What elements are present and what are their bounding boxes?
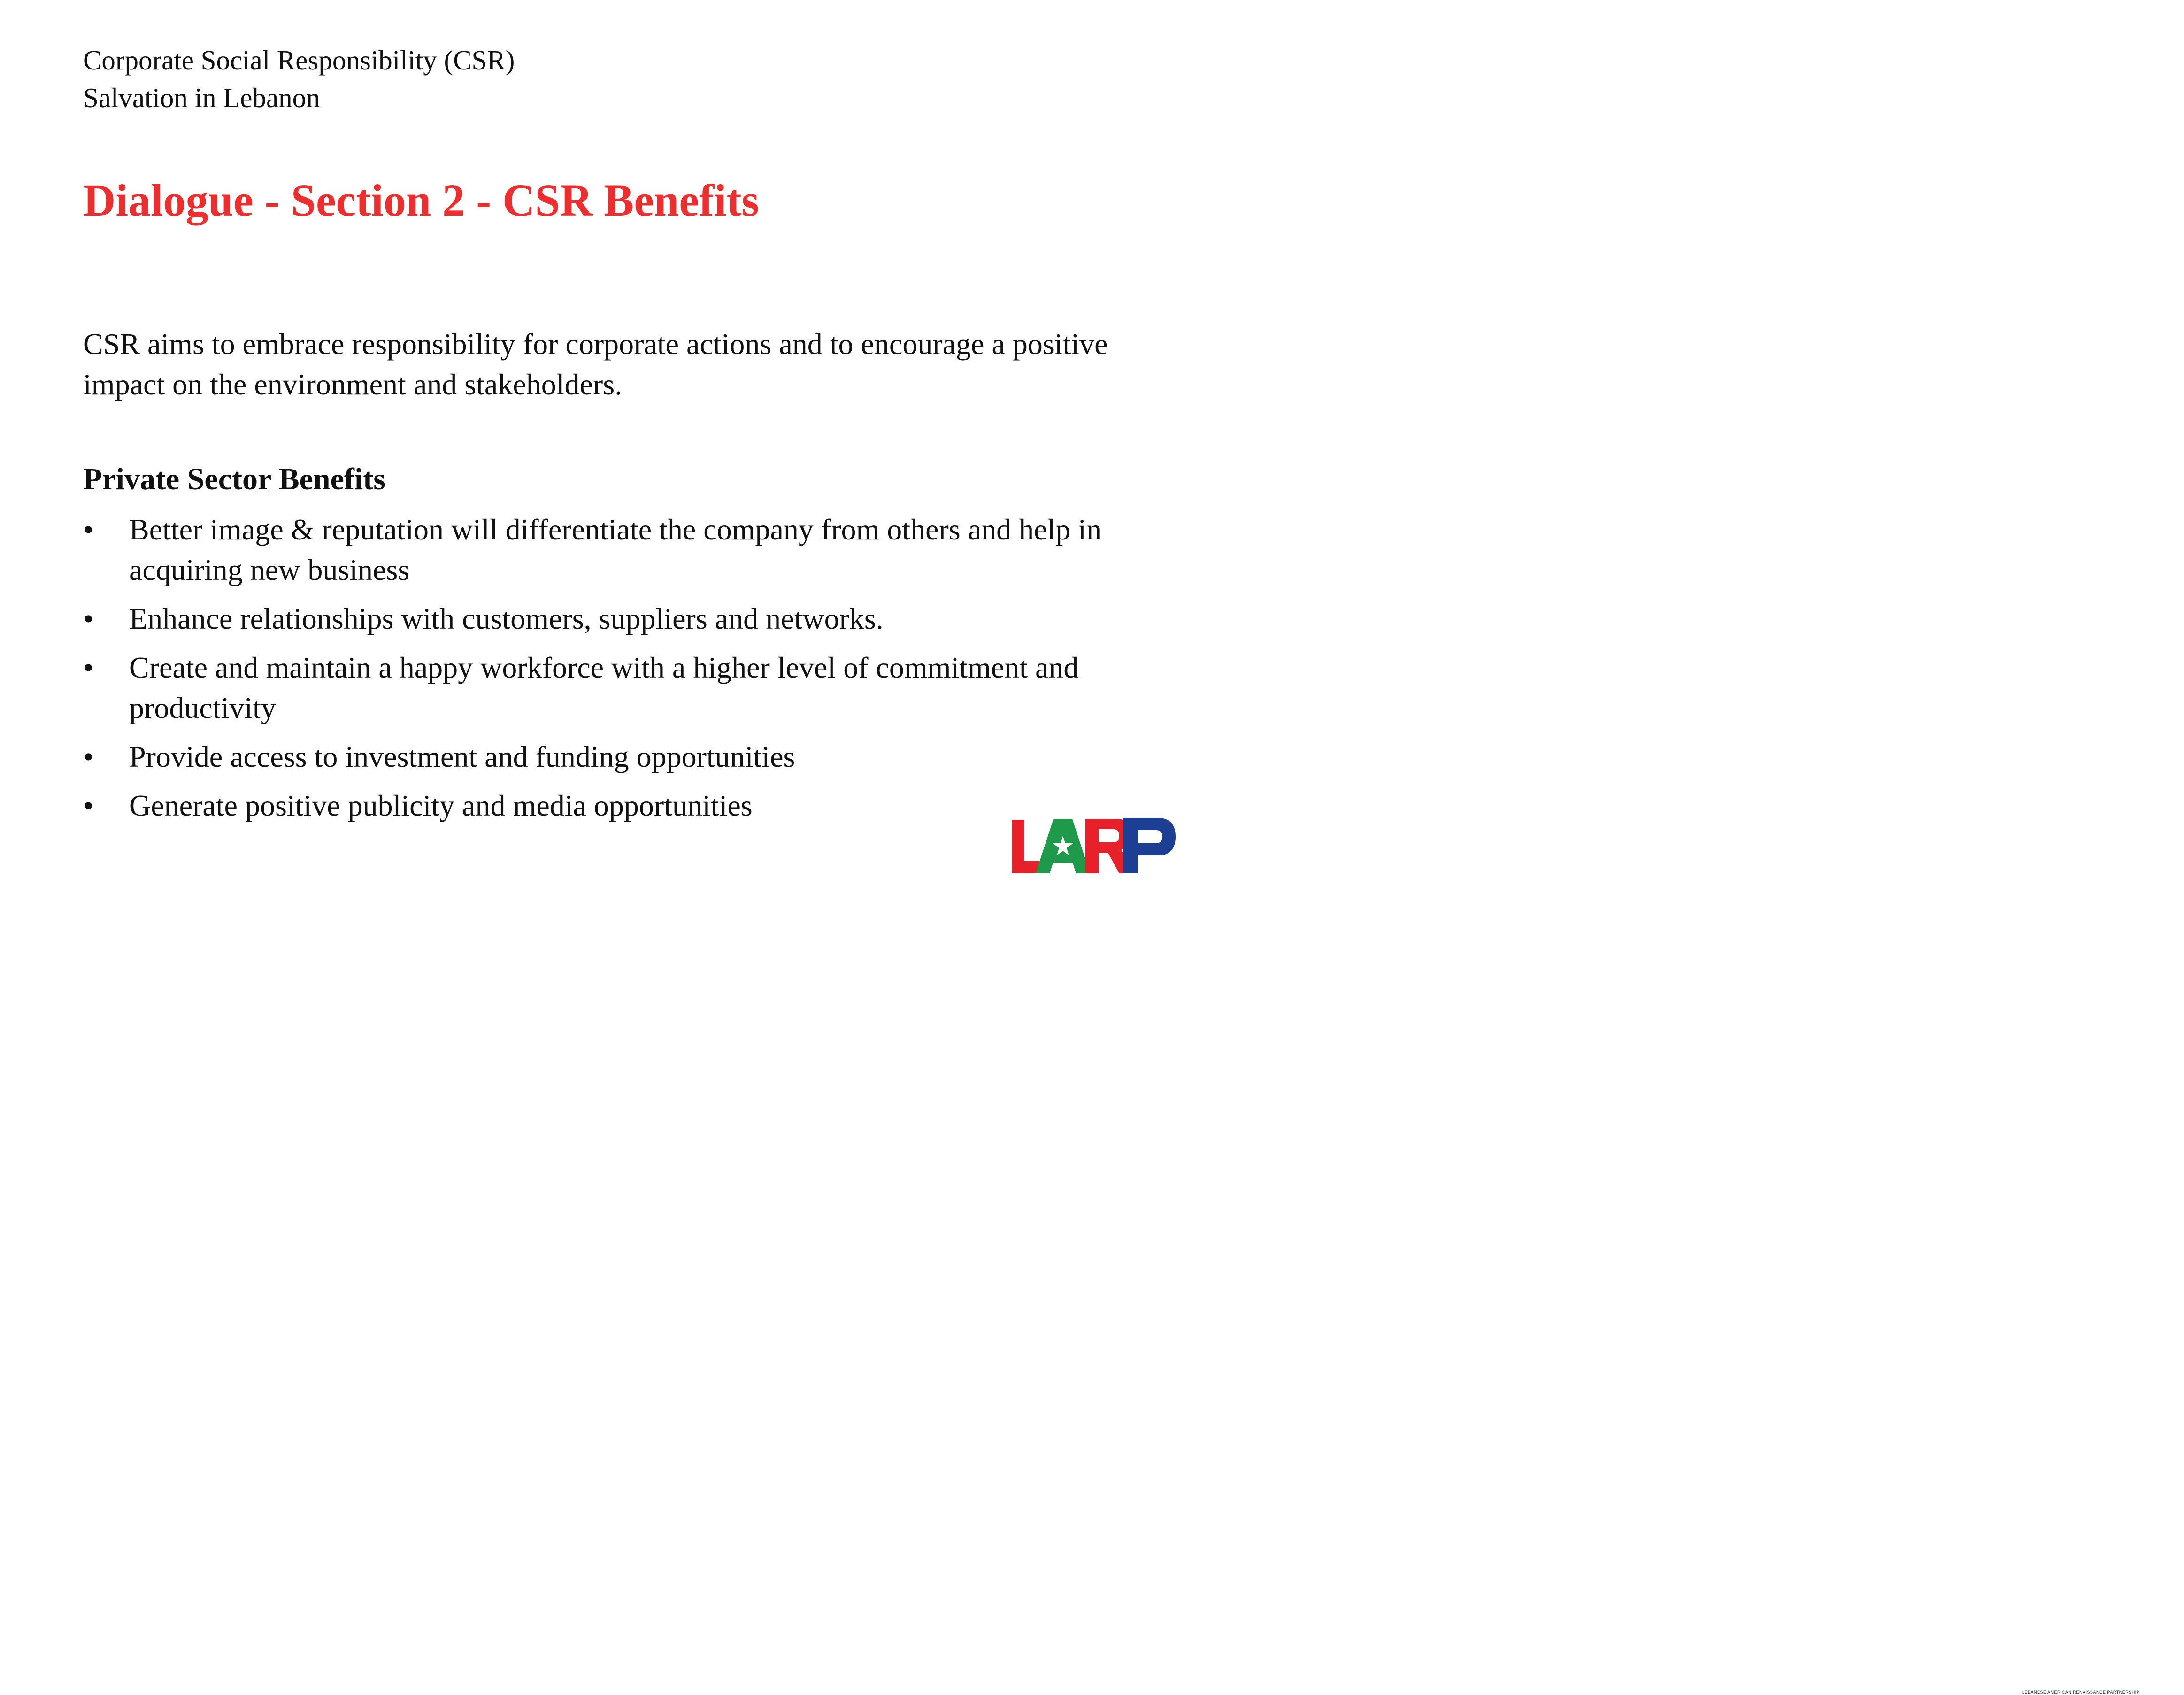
bullet-icon: • (83, 740, 94, 773)
list-item-text: Create and maintain a happy workforce with a higher level of commitment and productivity (129, 651, 1079, 724)
larp-logo-mark (1010, 815, 1177, 876)
list-item (83, 599, 1135, 639)
list-item-text: Generate positive publicity and media opportunities (129, 789, 753, 822)
bullet-icon: • (83, 513, 94, 546)
header-line-1: Corporate Social Responsibility (CSR) (83, 45, 515, 76)
slide-title: Dialogue - Section 2 - CSR Benefits (83, 175, 759, 225)
deck-header (83, 41, 515, 116)
intro-paragraph: CSR aims to embrace responsibility for corporate actions and to encourage a positive impact on the environment and stakeholders. (83, 327, 1108, 401)
list-item (83, 509, 1135, 590)
list-item (83, 647, 1135, 728)
list-item (83, 737, 1135, 777)
section-heading: Private Sector Benefits (83, 462, 385, 496)
list-item-text: Better image & reputation will differentiate the company from others and help in acquiring new business (129, 513, 1102, 586)
larp-logo (1010, 815, 2140, 1695)
bullet-icon: • (83, 789, 94, 822)
bullet-icon: • (83, 651, 94, 684)
bullet-icon: • (83, 602, 94, 635)
header-line-2: Salvation in Lebanon (83, 82, 320, 113)
list-item (83, 786, 1135, 826)
list-item-text: Provide access to investment and funding opportunities (129, 740, 795, 773)
logo-caption: LEBANESE AMERICAN RENAISSANCE PARTNERSHIP (2022, 1690, 2140, 1695)
benefits-list (83, 509, 1135, 834)
list-item-text: Enhance relationships with customers, suppliers and networks. (129, 602, 884, 635)
